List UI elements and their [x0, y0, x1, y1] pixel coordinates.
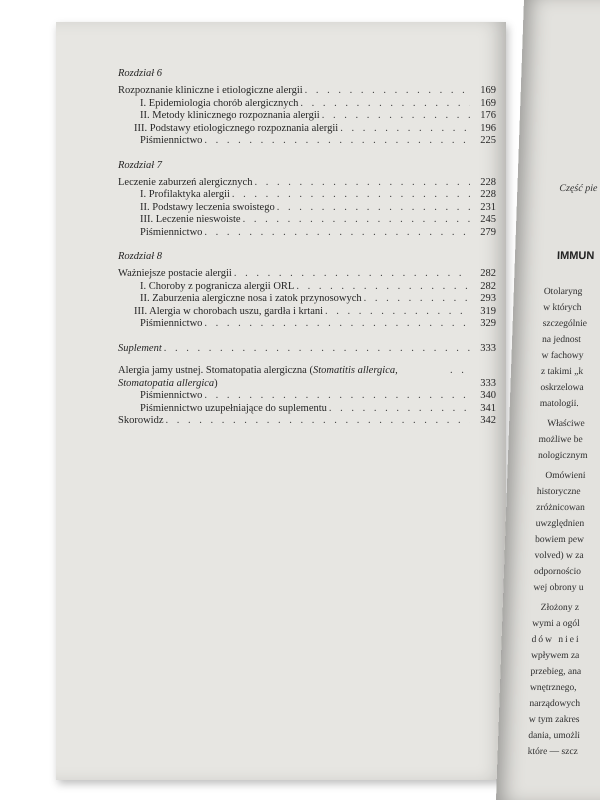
dot-leader — [204, 135, 470, 148]
body-line: Omówieni — [545, 471, 586, 481]
body-line: Otolaryng — [543, 287, 583, 297]
toc-entry-title: II. Podstawy leczenia swoistego — [140, 201, 275, 213]
body-line: historyczne — [536, 487, 581, 497]
body-line: w których — [543, 303, 582, 313]
toc-entry — [118, 135, 496, 148]
dot-leader — [322, 110, 470, 123]
body-line: możliwe be — [538, 435, 583, 445]
toc-entry-supplement — [118, 343, 496, 356]
chapter-8-section — [118, 251, 496, 331]
left-page — [56, 22, 506, 780]
supplement-title: Suplement — [118, 342, 162, 354]
toc-entry-page: 319 — [480, 305, 496, 317]
body-line: Złożony z — [540, 603, 580, 613]
dot-leader — [164, 343, 470, 356]
body-line: w fachowy — [541, 351, 584, 361]
toc-entry — [118, 293, 496, 306]
toc-entry-title: II. Metody klinicznego rozpoznania alergii — [140, 110, 320, 121]
chapter-6-label: Rozdział 6 — [118, 68, 163, 79]
toc-entry — [118, 365, 496, 390]
dot-leader — [243, 214, 470, 227]
dot-leader — [204, 390, 470, 403]
toc-entry-title: III. Podstawy etiologicznego rozpoznania alergii — [134, 122, 339, 134]
toc-entry — [118, 189, 496, 202]
dot-leader — [329, 403, 470, 416]
body-line: szczególnie — [542, 319, 588, 329]
table-of-contents — [118, 68, 496, 440]
dot-leader — [277, 202, 470, 215]
toc-entry — [118, 177, 496, 190]
body-line: odpornościo — [533, 567, 582, 577]
toc-entry — [118, 227, 496, 240]
toc-entry-page: 340 — [480, 390, 496, 401]
body-line: w tym zakres — [528, 715, 580, 725]
toc-entry-page: 228 — [480, 189, 496, 200]
dot-leader — [325, 306, 470, 319]
body-line: oskrzelowa — [540, 383, 584, 393]
dot-leader — [166, 415, 471, 428]
chapter-7-section — [118, 160, 496, 240]
toc-entry-title: I. Epidemiologia chorób alergicznych — [140, 97, 299, 109]
toc-entry-title: Piśmiennictwo — [140, 135, 203, 146]
toc-entry-page: 231 — [480, 201, 496, 213]
body-line: bowiem pew — [534, 535, 585, 545]
toc-entry-page: 245 — [480, 214, 496, 225]
toc-entry-page: 176 — [480, 110, 496, 121]
body-line: matologii. — [539, 399, 579, 409]
body-line: dów niei — [531, 635, 581, 645]
chapter-6-section — [118, 68, 496, 148]
toc-entry-title-latin: Stomatitis allergica, Stomatopatia allergica — [118, 365, 398, 389]
toc-entry-title — [118, 365, 448, 390]
toc-entry — [118, 403, 496, 416]
toc-entry — [118, 123, 496, 136]
toc-entry — [118, 202, 496, 215]
toc-entry-page: 279 — [480, 226, 496, 238]
toc-entry-page: 293 — [480, 293, 496, 304]
dot-leader — [364, 293, 470, 306]
dot-leader — [204, 318, 470, 331]
right-page — [496, 0, 600, 800]
part-heading: Część pie — [559, 183, 598, 194]
toc-entry-page: 282 — [480, 280, 496, 292]
section-heading: IMMUN — [556, 250, 595, 262]
dot-leader — [296, 281, 470, 294]
body-line: na jednost — [541, 335, 582, 345]
toc-entry — [118, 318, 496, 331]
toc-entry-title: I. Choroby z pogranicza alergii ORL — [140, 280, 295, 292]
toc-entry — [118, 98, 496, 111]
body-line: narządowych — [529, 699, 581, 709]
dot-leader — [450, 365, 470, 378]
toc-entry-title: Leczenie zaburzeń alergicznych — [118, 176, 253, 188]
toc-entry — [118, 415, 496, 428]
toc-entry-page: 228 — [480, 176, 496, 188]
dot-leader — [254, 177, 470, 190]
toc-entry — [118, 306, 496, 319]
toc-entry-title: Piśmiennictwo — [140, 226, 203, 238]
toc-entry-title: Piśmiennictwo — [140, 390, 203, 401]
body-line: wpływem za — [530, 651, 580, 661]
toc-entry-title: Piśmiennictwo — [140, 318, 203, 329]
toc-entry-page: 282 — [480, 268, 496, 279]
toc-entry-page: 341 — [480, 402, 496, 414]
toc-entry-page: 333 — [480, 342, 496, 354]
toc-entry-page: 225 — [480, 135, 496, 146]
toc-entry — [118, 281, 496, 294]
toc-entry — [118, 110, 496, 123]
dot-leader — [305, 85, 470, 98]
toc-entry — [118, 390, 496, 403]
toc-entry-title: I. Profilaktyka alergii — [140, 189, 230, 200]
body-line: zróżnicowan — [536, 503, 585, 513]
toc-entry-page: 342 — [480, 415, 496, 426]
toc-entry-title: Piśmiennictwo uzupełniające do suplementu — [140, 402, 327, 414]
body-line: volved) w za — [534, 551, 584, 561]
toc-entry — [118, 214, 496, 227]
dot-leader — [234, 268, 470, 281]
body-line: nologicznym — [537, 451, 588, 461]
body-line: które — szcz — [527, 747, 579, 757]
toc-entry-title-close: ) — [214, 377, 218, 389]
body-line: przebieg, ana — [530, 667, 582, 677]
toc-entry-title: III. Leczenie nieswoiste — [140, 214, 241, 225]
body-line: Właściwe — [546, 419, 585, 429]
body-line: wnętrznego, — [529, 683, 577, 693]
body-line: wymi a ogól — [532, 619, 580, 629]
dot-leader — [232, 189, 470, 202]
toc-entry-title: III. Alergia w chorobach uszu, gardła i krtani — [134, 305, 324, 317]
dot-leader — [300, 98, 470, 111]
toc-entry-title: II. Zaburzenia alergiczne nosa i zatok przynosowych — [140, 293, 362, 304]
supplement-section — [118, 343, 496, 428]
toc-entry-page: 333 — [480, 377, 496, 389]
toc-entry-title-main: Alergia jamy ustnej. Stomatopatia alergiczna ( — [118, 365, 313, 376]
body-line: wej obrony u — [533, 583, 584, 593]
toc-entry-page: 329 — [480, 318, 496, 329]
toc-entry-page: 169 — [480, 97, 496, 109]
toc-entry-title: Rozpoznanie kliniczne i etiologiczne alergii — [118, 85, 303, 96]
body-line: dania, umożli — [528, 731, 581, 741]
body-line: uwzględnien — [535, 519, 585, 529]
dot-leader — [340, 123, 470, 136]
toc-entry-page: 196 — [480, 122, 496, 134]
toc-entry — [118, 85, 496, 98]
toc-entry-page: 169 — [480, 85, 496, 96]
toc-entry-title: Skorowidz — [118, 415, 164, 426]
chapter-8-label: Rozdział 8 — [118, 251, 163, 262]
body-line: z takimi „k — [540, 367, 584, 377]
chapter-7-label: Rozdział 7 — [118, 159, 163, 171]
toc-entry — [118, 268, 496, 281]
toc-entry-title: Ważniejsze postacie alergii — [118, 268, 232, 279]
dot-leader — [204, 227, 470, 240]
